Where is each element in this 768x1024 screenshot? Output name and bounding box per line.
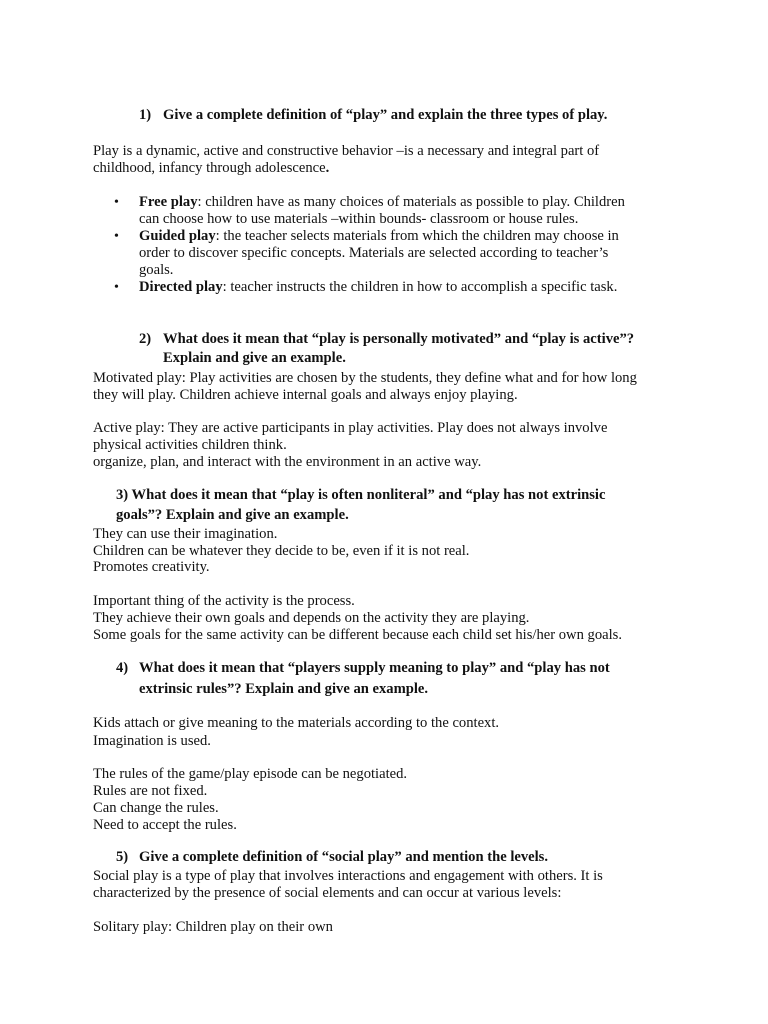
question-5-number: 5) <box>116 849 129 865</box>
answer-4-line-1: Kids attach or give meaning to the materials according to the context. <box>93 715 500 731</box>
answer-5-line-3: Solitary play: Children play on their own <box>93 919 333 935</box>
type-directed-play-term: Directed play <box>139 279 223 295</box>
answer-2-line-2: they will play. Children achieve internal goals and always enjoy playing. <box>93 387 518 403</box>
question-1-heading <box>139 107 607 124</box>
bullet-icon: • <box>114 229 119 244</box>
answer-4-line-5: Can change the rules. <box>93 800 219 816</box>
type-guided-play-line-2: order to discover specific concepts. Materials are selected according to teacher’s <box>139 245 609 261</box>
answer-5-line-2: characterized by the presence of social elements and can occur at various levels: <box>93 885 562 901</box>
answer-3-line-4: Important thing of the activity is the process. <box>93 593 355 609</box>
type-free-play-desc: : children have as many choices of materials as possible to play. Children <box>197 194 625 210</box>
question-4-heading-line-1 <box>116 660 610 677</box>
question-2-heading-line-2: Explain and give an example. <box>163 350 346 366</box>
type-directed-play-line-1 <box>139 279 617 296</box>
answer-2-line-5: organize, plan, and interact with the environment in an active way. <box>93 454 482 470</box>
type-free-play-term: Free play <box>139 194 198 210</box>
intro-line-2-period: . <box>325 160 330 176</box>
question-5-text: Give a complete definition of “social play” and mention the levels. <box>139 849 549 865</box>
answer-4-line-4: Rules are not fixed. <box>93 783 208 799</box>
question-1-text: Give a complete definition of “play” and explain the three types of play. <box>163 107 608 123</box>
intro-line-1: Play is a dynamic, active and constructive behavior –is a necessary and integral part of <box>93 143 600 159</box>
answer-3-line-3: Promotes creativity. <box>93 559 210 575</box>
question-4-text-line-1: What does it mean that “players supply meaning to play” and “play has not <box>139 660 610 676</box>
bullet-icon: • <box>114 195 119 210</box>
answer-4-line-6: Need to accept the rules. <box>93 817 237 833</box>
answer-3-line-1: They can use their imagination. <box>93 526 278 542</box>
question-3-heading-line-1: 3) What does it mean that “play is often nonliteral” and “play has not extrinsic <box>116 487 606 503</box>
question-3-heading-line-2: goals”? Explain and give an example. <box>116 507 349 523</box>
type-free-play-line-1 <box>139 194 625 211</box>
type-free-play-line-2: can choose how to use materials –within bounds- classroom or house rules. <box>139 211 579 227</box>
intro-line-2 <box>93 160 329 177</box>
question-4-number: 4) <box>116 660 129 676</box>
answer-2-line-4: physical activities children think. <box>93 437 287 453</box>
answer-2-line-3: Active play: They are active participants in play activities. Play does not always involve <box>93 420 608 436</box>
answer-3-line-2: Children can be whatever they decide to be, even if it is not real. <box>93 543 470 559</box>
intro-line-2-text: childhood, infancy through adolescence <box>93 160 326 176</box>
question-4-heading-line-2: extrinsic rules”? Explain and give an example. <box>139 681 429 697</box>
question-2-number: 2) <box>139 331 152 347</box>
question-1-number: 1) <box>139 107 152 123</box>
answer-3-line-6: Some goals for the same activity can be different because each child set his/her own goals. <box>93 627 622 643</box>
type-guided-play-term: Guided play <box>139 228 216 244</box>
question-2-heading-line-1 <box>139 331 634 348</box>
question-2-text-line-1: What does it mean that “play is personally motivated” and “play is active”? <box>163 331 635 347</box>
type-guided-play-line-3: goals. <box>139 262 174 278</box>
type-guided-play-line-1 <box>139 228 619 245</box>
answer-5-line-1: Social play is a type of play that involves interactions and engagement with others. It is <box>93 868 603 884</box>
type-guided-play-desc: : the teacher selects materials from which the children may choose in <box>215 228 619 244</box>
type-directed-play-desc: : teacher instructs the children in how to accomplish a specific task. <box>222 279 618 295</box>
bullet-icon: • <box>114 280 119 295</box>
question-5-heading <box>116 849 548 866</box>
answer-4-line-3: The rules of the game/play episode can be negotiated. <box>93 766 408 782</box>
answer-2-line-1: Motivated play: Play activities are chosen by the students, they define what and for how long <box>93 370 637 386</box>
answer-3-line-5: They achieve their own goals and depends on the activity they are playing. <box>93 610 530 626</box>
answer-4-line-2: Imagination is used. <box>93 733 211 749</box>
